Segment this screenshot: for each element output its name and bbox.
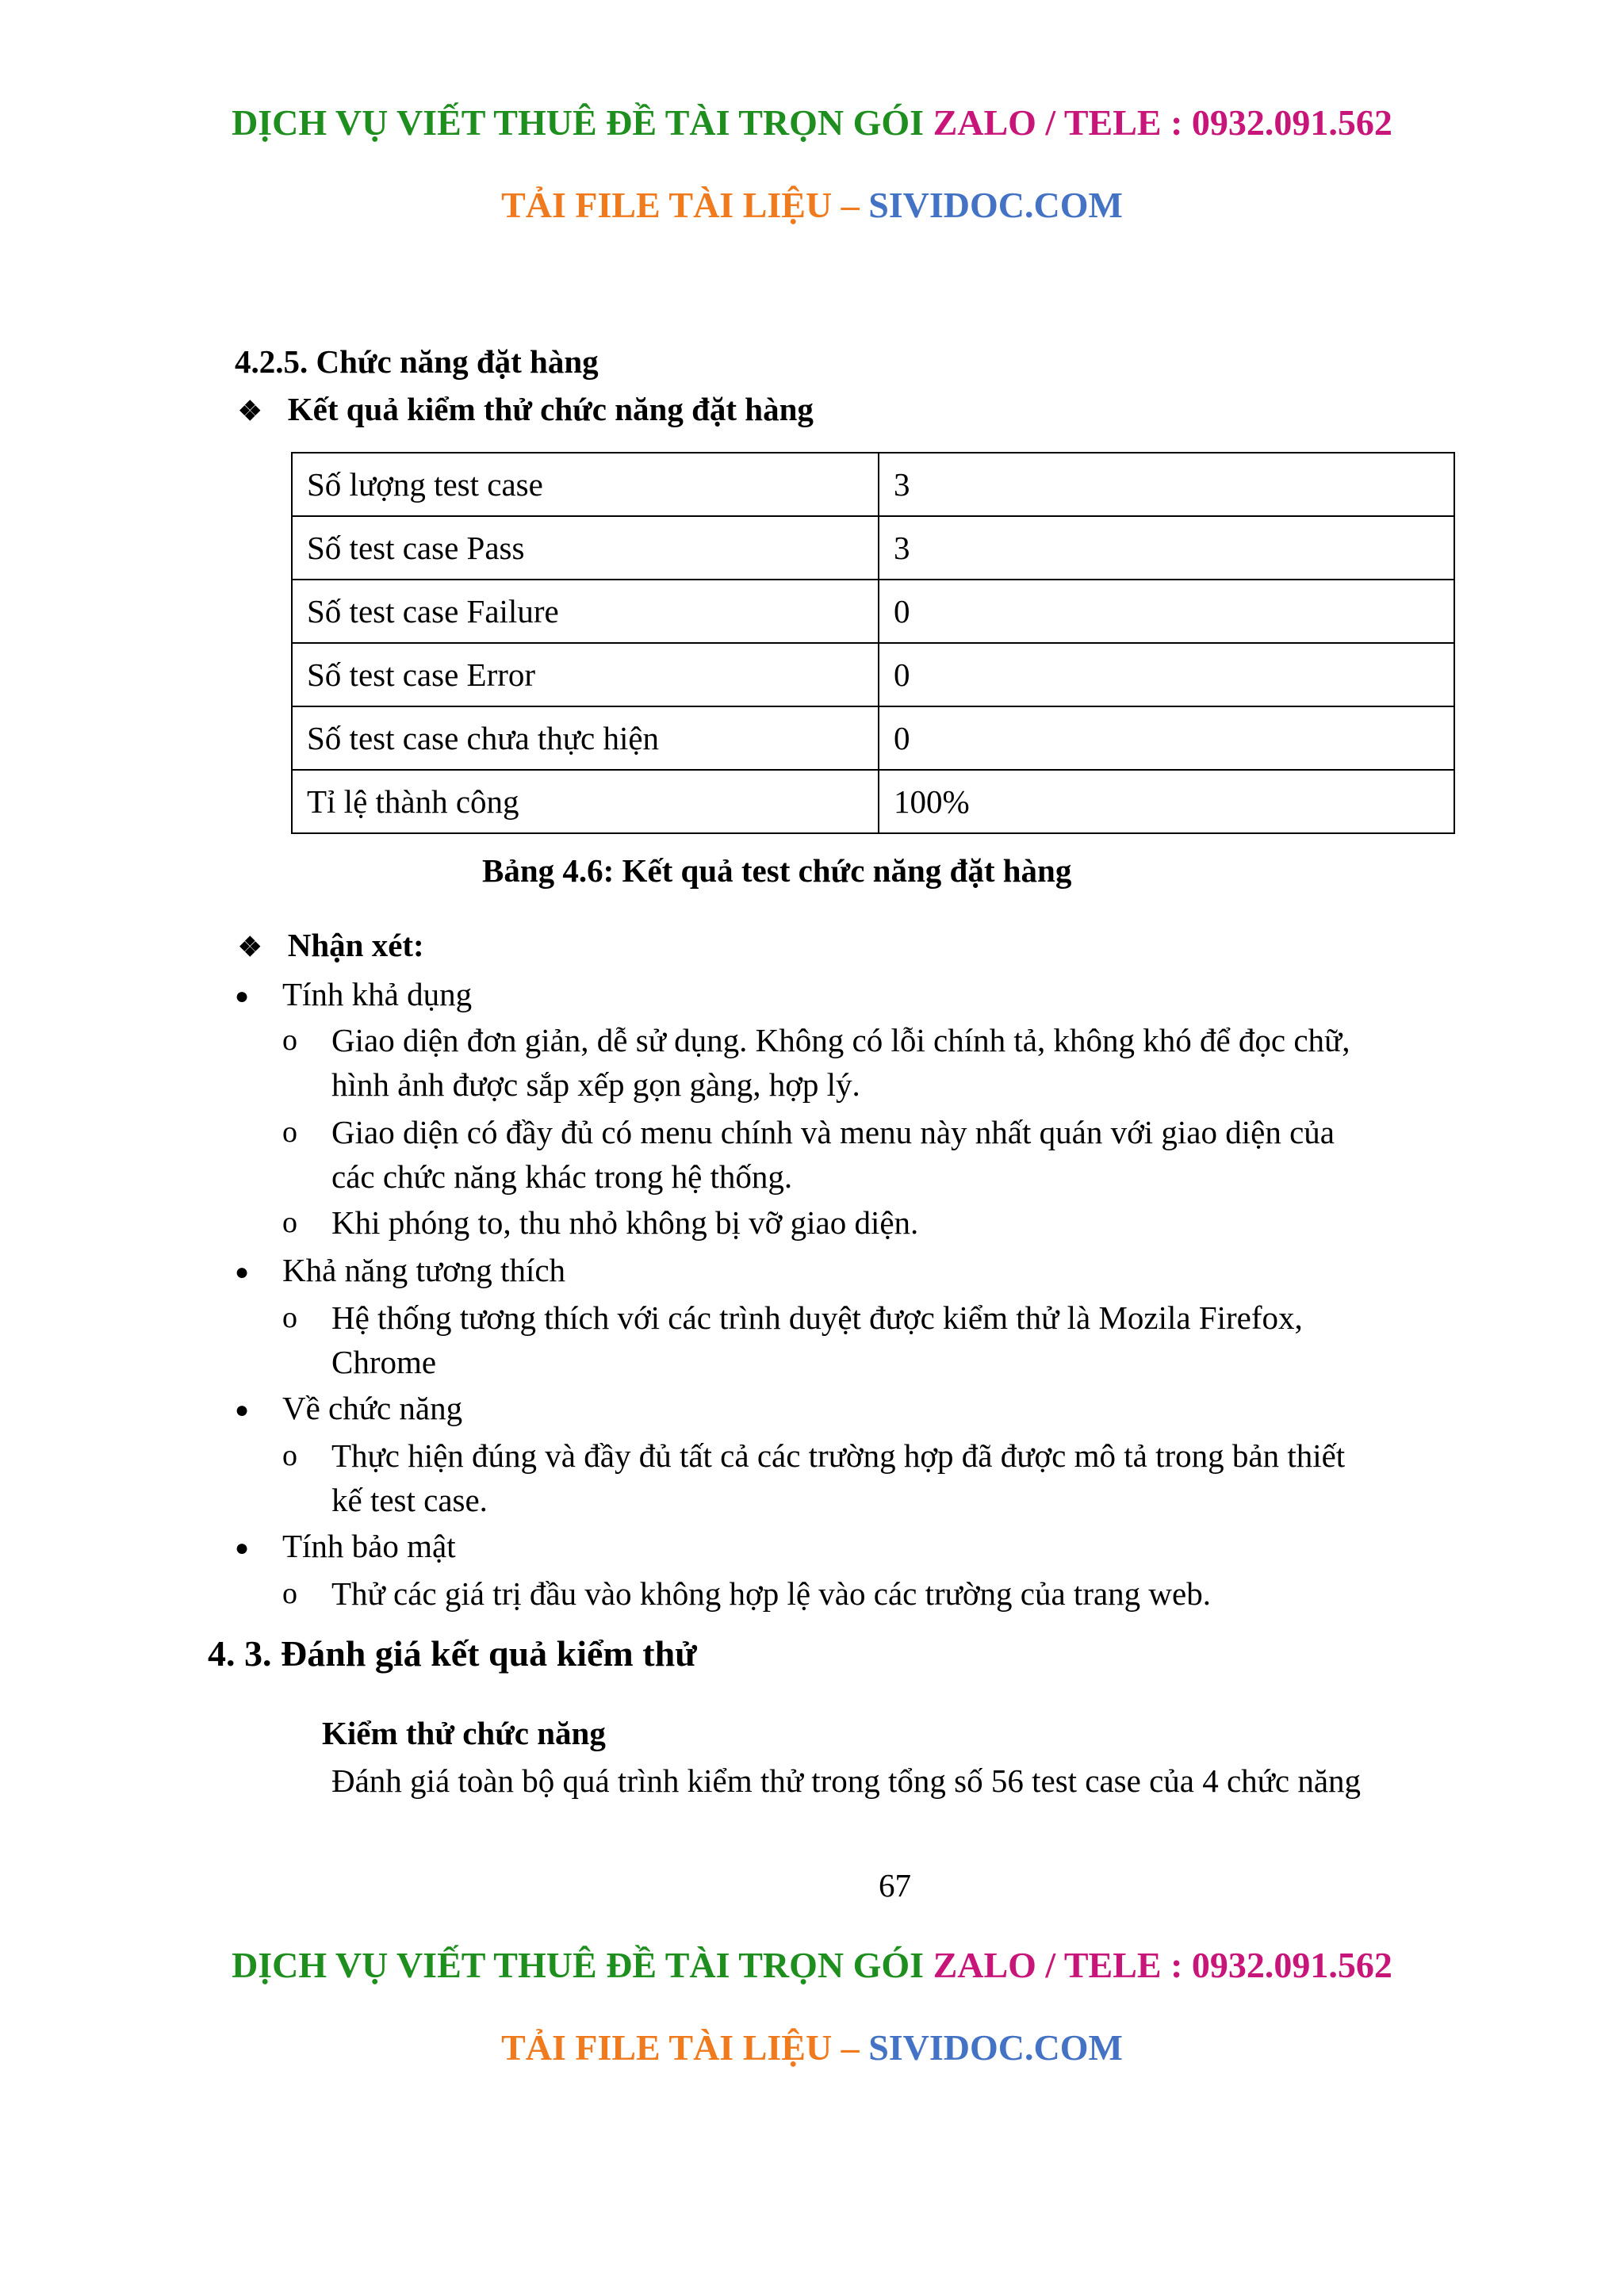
table-cell-label: Số test case Failure xyxy=(292,580,879,643)
header-banner-service xyxy=(0,101,1624,144)
usability-item-1-line-1: Giao diện đơn giản, dễ sử dụng. Không có lỗi chính tả, không khó để đọc chữ, xyxy=(331,1022,1350,1058)
bullet-icon: ● xyxy=(235,1535,250,1561)
compat-item-1-line-2: Chrome xyxy=(331,1344,437,1380)
usability-item-1-line-2: hình ảnh được sắp xếp gọn gàng, hợp lý. xyxy=(331,1066,860,1103)
bullet-icon: ● xyxy=(235,983,250,1009)
service-text: DỊCH VỤ VIẾT THUÊ ĐỀ TÀI TRỌN GÓI xyxy=(232,1945,925,1985)
compat-item-1-line-1: Hệ thống tương thích với các trình duyệt được kiểm thử là Mozila Firefox, xyxy=(331,1299,1303,1336)
service-text: DỊCH VỤ VIẾT THUÊ ĐỀ TÀI TRỌN GÓI xyxy=(232,102,925,143)
contact-text: ZALO / TELE : 0932.091.562 xyxy=(933,1945,1392,1985)
security-item-1: Thử các giá trị đầu vào không hợp lệ vào các trường của trang web. xyxy=(331,1575,1211,1612)
table-row xyxy=(292,516,1454,580)
table-row xyxy=(292,706,1454,770)
table-cell-value: 0 xyxy=(879,706,1454,770)
bullet-compat: Khả năng tương thích xyxy=(282,1252,566,1288)
eval-subheading: Kiểm thử chức năng xyxy=(322,1715,606,1751)
table-cell-value: 3 xyxy=(879,516,1454,580)
table-caption: Bảng 4.6: Kết quả test chức năng đặt hàng xyxy=(482,852,1072,889)
bullet-usability: Tính khả dụng xyxy=(282,976,473,1012)
function-item-1-line-2: kế test case. xyxy=(331,1482,488,1518)
table-cell-value: 3 xyxy=(879,453,1454,516)
results-table xyxy=(291,452,1455,834)
section-heading: 4.2.5. Chức năng đặt hàng xyxy=(235,343,599,380)
table-row xyxy=(292,453,1454,516)
page-number: 67 xyxy=(879,1867,911,1904)
table-cell-value: 0 xyxy=(879,580,1454,643)
function-item-1-line-1: Thực hiện đúng và đầy đủ tất cả các trường hợp đã được mô tả trong bản thiết xyxy=(331,1437,1346,1474)
table-cell-label: Số test case Error xyxy=(292,643,879,706)
table-cell-label: Số test case chưa thực hiện xyxy=(292,706,879,770)
footer-banner-download xyxy=(0,2026,1624,2068)
table-cell-value: 0 xyxy=(879,643,1454,706)
results-heading: Kết quả kiểm thử chức năng đặt hàng xyxy=(287,391,814,427)
bullet-icon: ● xyxy=(235,1397,250,1423)
table-cell-label: Số test case Pass xyxy=(292,516,879,580)
usability-item-2-line-2: các chức năng khác trong hệ thống. xyxy=(331,1158,793,1195)
usability-item-3: Khi phóng to, thu nhỏ không bị vỡ giao diện. xyxy=(331,1204,919,1241)
table-row xyxy=(292,580,1454,643)
download-text: TẢI FILE TÀI LIỆU – xyxy=(501,2027,860,2068)
usability-item-2-line-1: Giao diện có đầy đủ có menu chính và menu này nhất quán với giao diện của xyxy=(331,1114,1335,1150)
remarks-heading: Nhận xét: xyxy=(287,927,424,963)
circle-bullet-icon: o xyxy=(282,1439,297,1472)
bullet-security: Tính bảo mật xyxy=(282,1528,456,1564)
diamond-icon: ❖ xyxy=(238,933,262,962)
bullet-icon: ● xyxy=(235,1259,250,1285)
results-heading-row xyxy=(238,390,814,429)
eval-heading: 4. 3. Đánh giá kết quả kiểm thử xyxy=(208,1633,697,1674)
contact-text: ZALO / TELE : 0932.091.562 xyxy=(933,102,1392,143)
site-link[interactable]: SIVIDOC.COM xyxy=(868,185,1123,225)
circle-bullet-icon: o xyxy=(282,1206,297,1239)
circle-bullet-icon: o xyxy=(282,1577,297,1610)
bullet-function: Về chức năng xyxy=(282,1390,463,1426)
table-cell-value: 100% xyxy=(879,770,1454,833)
download-text: TẢI FILE TÀI LIỆU – xyxy=(501,185,860,225)
circle-bullet-icon: o xyxy=(282,1024,297,1057)
header-banner-download xyxy=(0,184,1624,226)
circle-bullet-icon: o xyxy=(282,1115,297,1149)
diamond-icon: ❖ xyxy=(238,397,262,427)
eval-text: Đánh giá toàn bộ quá trình kiểm thử trong tổng số 56 test case của 4 chức năng xyxy=(331,1762,1362,1799)
table-row xyxy=(292,643,1454,706)
table-cell-label: Tỉ lệ thành công xyxy=(292,770,879,833)
circle-bullet-icon: o xyxy=(282,1301,297,1334)
footer-banner-service xyxy=(0,1944,1624,1986)
site-link[interactable]: SIVIDOC.COM xyxy=(868,2027,1123,2068)
table-cell-label: Số lượng test case xyxy=(292,453,879,516)
table-row xyxy=(292,770,1454,833)
remarks-heading-row xyxy=(238,926,424,965)
